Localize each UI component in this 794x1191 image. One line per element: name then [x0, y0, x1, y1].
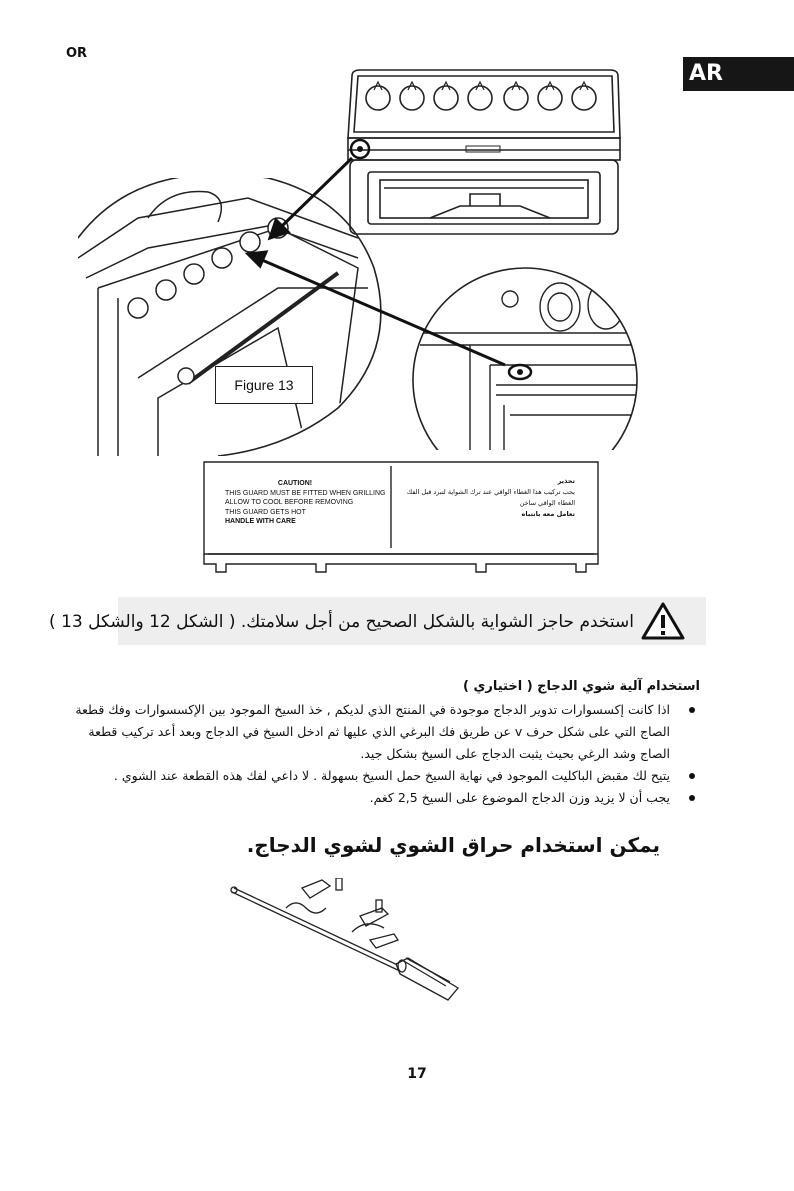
guard-arabic-line: يجب تركيب هذا الغطاء الواقي عند ترك الشواية لتبرد قبل الفك [406, 488, 575, 496]
guard-line: ALLOW TO COOL BEFORE REMOVING [225, 499, 354, 506]
grill-notice: يمكن استخدام حراق الشوي لشوي الدجاج. [246, 833, 660, 857]
rotisserie-bullets [60, 699, 700, 809]
guard-plate-english-text [225, 479, 405, 527]
guard-plate-arabic-text [385, 476, 575, 520]
list-item: يجب أن لا يزيد وزن الدجاج الموضوع على السيخ 2,5 كغم. [60, 787, 700, 809]
guard-arabic-line: الغطاء الواقي ساخن [519, 499, 575, 507]
page-number: 17 [407, 1066, 427, 1082]
figure-label: Figure 13 [215, 366, 313, 404]
figure-arrows [0, 0, 794, 480]
guard-handle-with-care: HANDLE WITH CARE [225, 518, 296, 525]
rotisserie-heading: استخدام آلية شوي الدجاج ( اختياري ) [462, 679, 700, 694]
guard-arabic-heading: تحذير [557, 477, 575, 485]
guard-line: THIS GUARD GETS HOT [225, 508, 306, 516]
rotisserie-accessories-illustration [226, 878, 460, 1006]
warning-text: استخدم حاجز الشواية بالشكل الصحيح من أجل سلامتك. ( الشكل 12 والشكل 13 ) [49, 612, 634, 632]
list-item: يتيح لك مقبض الباكليت الموجود في نهاية السيخ حمل السيخ بسهولة . لا داعي لفك هذه القطعة عند الشوي . [60, 765, 700, 787]
warning-triangle-icon [640, 601, 686, 641]
guard-line: THIS GUARD MUST BE FITTED WHEN GRILLING [225, 489, 386, 497]
guard-arabic-line: تعامل معه بانتباه [521, 510, 575, 518]
or-label: OR [66, 46, 88, 61]
guard-caution-heading: CAUTION! [277, 480, 313, 487]
list-item: اذا كانت إكسسوارات تدوير الدجاج موجودة في المنتج الذي لديكم , خذ السيخ الموجود بين الإكسسوارات وفك قطعة الصاج التي على شكل حرف v عن طريق فك البرغي الذي عليها ثم ادخل السيخ في الدجاج وبعد أعد تركيب قطعة الصاج وشد الرغي بحيث يثبت الدجاج على السيخ بشكل جيد. [60, 699, 700, 765]
language-tab: AR [683, 57, 794, 91]
